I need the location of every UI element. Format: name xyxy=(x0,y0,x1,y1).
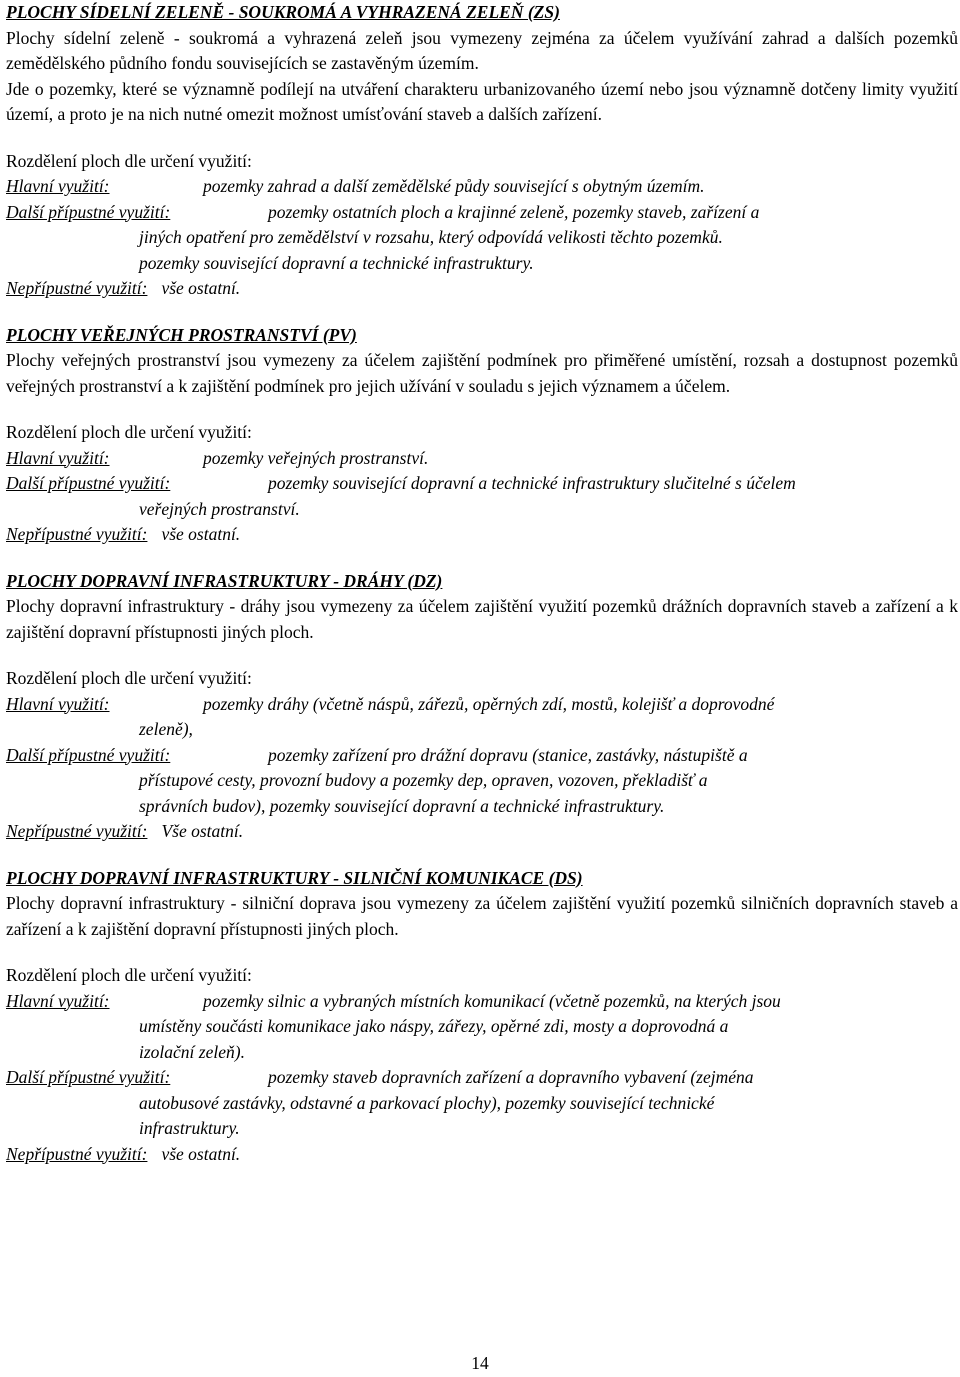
section-title: PLOCHY VEŘEJNÝCH PROSTRANSTVÍ (PV) xyxy=(6,324,357,345)
other-use-line: správních budov), pozemky související dopravní a technické infrastruktury. xyxy=(139,795,665,816)
other-use-label: Další přípustné využití: xyxy=(6,473,171,493)
paragraph: Plochy dopravní infrastruktury - dráhy jsou vymezeny za účelem zajištění využití pozemků drážních dopravních staveb a zařízení a k zajištění dopravní přístupnosti jiných ploch. xyxy=(6,596,958,642)
division-label: Rozdělení ploch dle určení využití: xyxy=(6,422,252,442)
forbidden-use-row xyxy=(6,819,958,845)
forbidden-use-label: Nepřípustné využití: xyxy=(6,278,148,298)
paragraph: Plochy sídelní zeleně - soukromá a vyhrazená zeleň jsou vymezeny zejména za účelem využívání zahrad a dalších pozemků zemědělského půdního fondu souvisejících se zastavěným územím. xyxy=(6,27,958,73)
other-use-row xyxy=(6,1065,958,1142)
section-title: PLOCHY DOPRAVNÍ INFRASTRUKTURY - DRÁHY (DZ) xyxy=(6,570,443,591)
forbidden-use-text: vše ostatní. xyxy=(161,524,241,544)
main-use-row xyxy=(6,446,958,472)
other-use-line: pozemky související dopravní a technické infrastruktury slučitelné s účelem xyxy=(268,473,796,493)
other-use-line: autobusové zastávky, odstavné a parkovací plochy), pozemky související technické xyxy=(139,1092,715,1113)
page-number: 14 xyxy=(471,1353,489,1373)
main-use-line: izolační zeleň). xyxy=(139,1041,245,1062)
other-use-line: pozemky související dopravní a technické infrastruktury. xyxy=(139,252,534,273)
main-use-line: pozemky dráhy (včetně náspů, zářezů, opěrných zdí, mostů, kolejišť a doprovodné xyxy=(203,693,775,714)
division-label: Rozdělení ploch dle určení využití: xyxy=(6,150,252,171)
forbidden-use-row xyxy=(6,1142,958,1168)
main-use-label: Hlavní využití: xyxy=(6,693,110,714)
main-use-line: zeleně), xyxy=(139,719,193,739)
division-label: Rozdělení ploch dle určení využití: xyxy=(6,965,252,985)
main-use-line: umístěny součásti komunikace jako náspy, zářezy, opěrné zdi, mosty a doprovodná a xyxy=(139,1016,729,1036)
other-use-line: veřejných prostranství. xyxy=(139,498,300,519)
forbidden-use-label: Nepřípustné využití: xyxy=(6,524,148,544)
main-use-label: Hlavní využití: xyxy=(6,176,110,196)
forbidden-use-row xyxy=(6,276,958,302)
forbidden-use-row xyxy=(6,522,958,548)
section-ds xyxy=(6,866,958,1168)
other-use-row xyxy=(6,471,958,522)
forbidden-use-text: Vše ostatní. xyxy=(161,821,244,841)
section-dz xyxy=(6,569,958,845)
section-title: PLOCHY DOPRAVNÍ INFRASTRUKTURY - SILNIČNÍ KOMUNIKACE (DS) xyxy=(6,867,583,888)
other-use-line: jiných opatření pro zemědělství v rozsahu, který odpovídá velikosti těchto pozemků. xyxy=(139,227,723,247)
other-use-label: Další přípustné využití: xyxy=(6,744,171,765)
main-use-line: pozemky silnic a vybraných místních komunikací (včetně pozemků, na kterých jsou xyxy=(203,990,781,1011)
paragraph: Plochy dopravní infrastruktury - silniční doprava jsou vymezeny za účelem zajištění využití pozemků silničních dopravních staveb a zařízení a k zajištění dopravní přístupnosti jiných ploch. xyxy=(6,893,958,939)
main-use-label: Hlavní využití: xyxy=(6,990,110,1011)
section-pv xyxy=(6,323,958,548)
main-use-row xyxy=(6,989,958,1066)
division-label: Rozdělení ploch dle určení využití: xyxy=(6,668,252,688)
main-use-text: pozemky veřejných prostranství. xyxy=(203,447,429,468)
other-use-label: Další přípustné využití: xyxy=(6,1067,171,1087)
forbidden-use-text: vše ostatní. xyxy=(161,278,241,298)
other-use-label: Další přípustné využití: xyxy=(6,201,171,222)
main-use-label: Hlavní využití: xyxy=(6,447,110,468)
paragraph: Plochy veřejných prostranství jsou vymezeny za účelem zajištění podmínek pro přiměřené umístění, rozsah a dostupnost pozemků veřejných prostranství a k zajištění podmínek pro jejich užívání v souladu s jejich významem a účelem. xyxy=(6,350,958,396)
forbidden-use-label: Nepřípustné využití: xyxy=(6,821,148,841)
other-use-row xyxy=(6,743,958,820)
forbidden-use-text: vše ostatní. xyxy=(161,1143,241,1164)
section-title: PLOCHY SÍDELNÍ ZELENĚ - SOUKROMÁ A VYHRAZENÁ ZELEŇ (ZS) xyxy=(6,2,560,22)
other-use-line: přístupové cesty, provozní budovy a pozemky dep, opraven, vozoven, překladišť a xyxy=(139,770,708,790)
paragraph: Jde o pozemky, které se významně podílejí na utváření charakteru urbanizovaného území nebo jsou významně dotčeny limity využití území, a proto je na nich nutné omezit možnost umísťování staveb a dalších zařízení. xyxy=(6,78,958,124)
other-use-line: pozemky staveb dopravních zařízení a dopravního vybavení (zejména xyxy=(268,1067,754,1087)
main-use-row xyxy=(6,174,958,200)
document-page xyxy=(6,0,958,1167)
other-use-line: pozemky zařízení pro drážní dopravu (stanice, zastávky, nástupiště a xyxy=(268,744,748,765)
section-zs xyxy=(6,0,958,302)
other-use-row xyxy=(6,200,958,277)
other-use-line: pozemky ostatních ploch a krajinné zeleně, pozemky staveb, zařízení a xyxy=(268,201,760,222)
main-use-text: pozemky zahrad a další zemědělské půdy související s obytným územím. xyxy=(203,176,705,196)
other-use-line: infrastruktury. xyxy=(139,1118,240,1138)
main-use-row xyxy=(6,692,958,743)
forbidden-use-label: Nepřípustné využití: xyxy=(6,1143,148,1164)
